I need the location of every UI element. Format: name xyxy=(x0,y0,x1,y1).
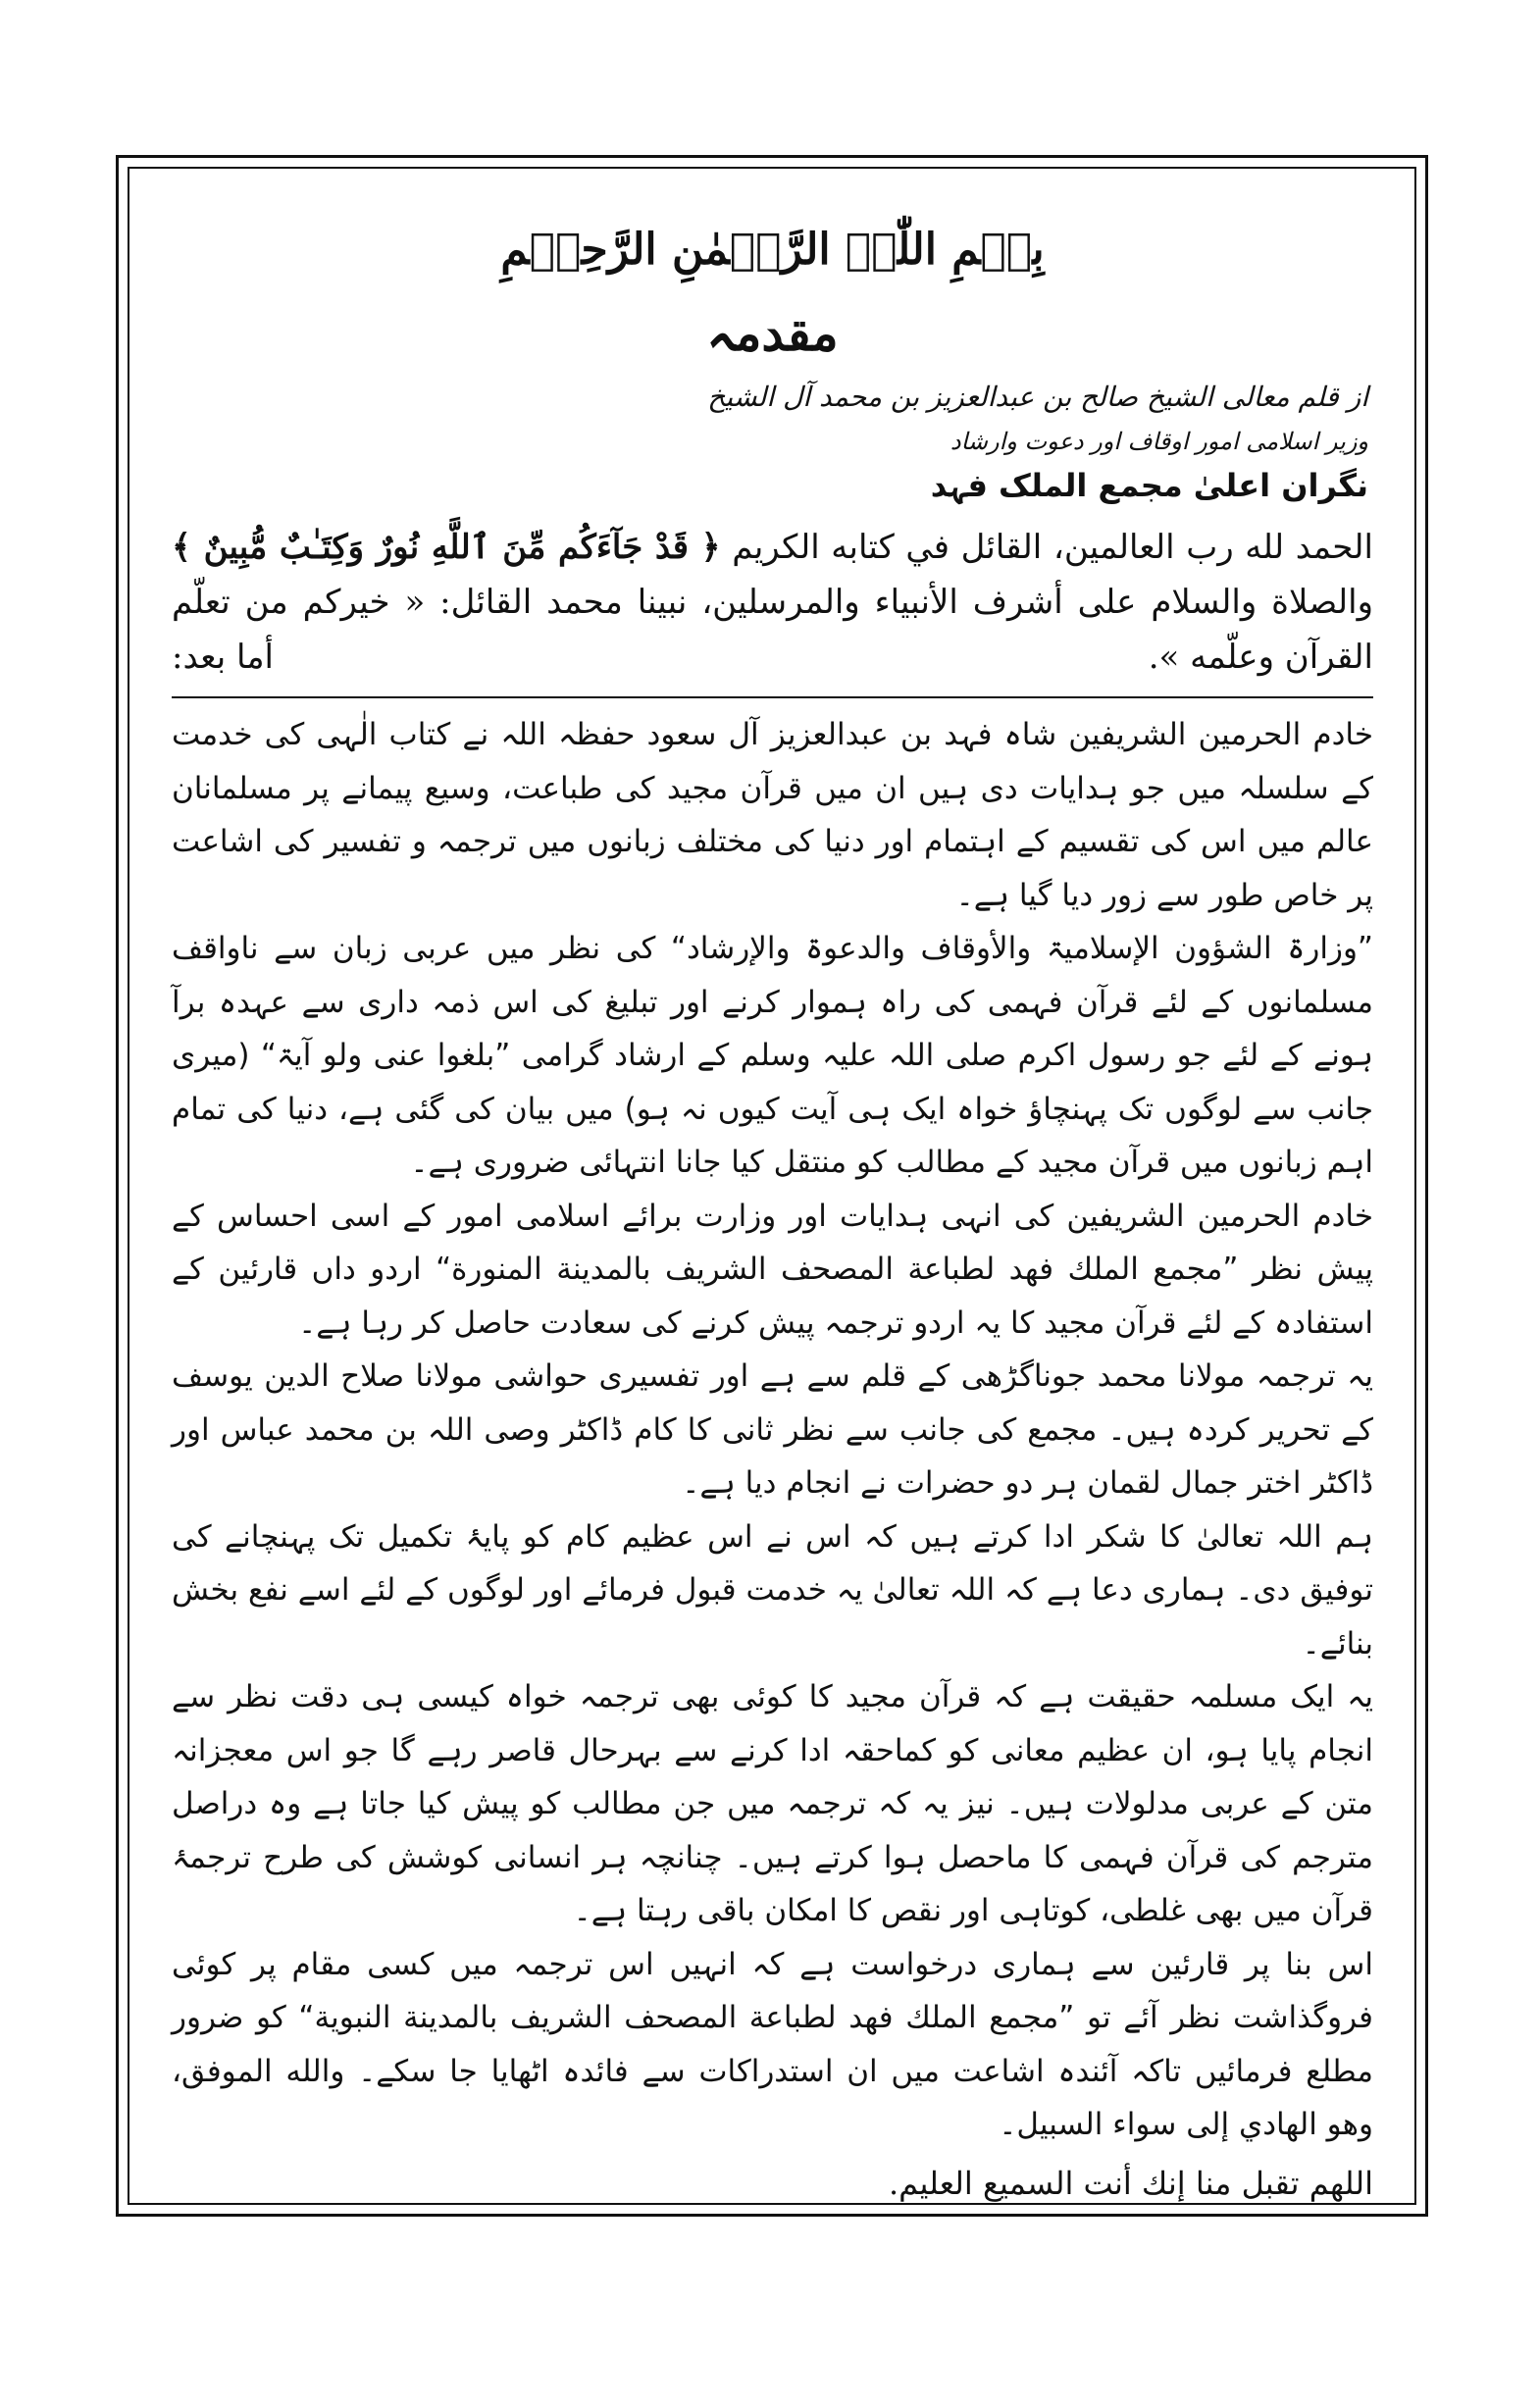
paragraph-1: خادم الحرمین الشریفین شاہ فہد بن عبدالعزیز آل سعود حفظہ اللہ نے کتاب الٰہی کی خدمت کے سلسلہ میں جو ہدایات دی ہیں ان میں قرآن مجید کی طباعت، وسیع پیمانے پر مسلمانان عالم میں اس کی تقسیم کے اہتمام اور دنیا کی مختلف زبانوں میں ترجمہ و تفسیر کی اشاعت پر خاص طور سے زور دیا گیا ہے۔ xyxy=(172,717,1373,913)
arabic-intro-part2: والصلاة والسلام على أشرف الأنبياء والمرسلين، نبينا محمد القائل: « خيركم من تعلّم القرآن وعلّمه ». xyxy=(172,583,1373,677)
section-divider xyxy=(172,696,1373,698)
quran-verse: ﴿ قَدْ جَآءَكُم مِّنَ ٱللَّهِ نُورٌ وَكِتَـٰبٌ مُّبِينٌ ﴾ xyxy=(172,528,721,567)
arabic-introduction xyxy=(172,520,1373,685)
author-role: نگران اعلیٰ مجمع الملک فہد xyxy=(930,467,1368,504)
paragraph-3: خادم الحرمین الشریفین کی انہی ہدایات اور وزارت برائے اسلامی امور کے اسی احساس کے پیش نظر ”مجمع الملك فهد لطباعة المصحف الشريف بالمدينة المنورة“ اردو داں قارئین کے استفادہ کے لئے قرآن مجید کا یہ اردو ترجمہ پیش کرنے کی سعادت حاصل کر رہا ہے۔ xyxy=(172,1198,1373,1341)
author-position: وزیر اسلامی امور اوقاف اور دعوت وارشاد xyxy=(950,428,1368,455)
arabic-intro-part1: الحمد لله رب العالمين، القائل في كتابه الكريم xyxy=(732,528,1373,567)
bismillah: بِسۡمِ اللّٰہِ الرَّحۡمٰنِ الرَّحِیۡمِ xyxy=(500,225,1045,275)
paragraph-7: اس بنا پر قارئین سے ہماری درخواست ہے کہ انہیں اس ترجمہ میں کسی مقام پر کوئی فروگذاشت نظر آئے تو ”مجمع الملك فهد لطباعة المصحف الشريف بالمدينة النبوية“ کو ضرور مطلع فرمائیں تاکہ آئندہ اشاعت میں ان استدراکات سے فائدہ اٹھایا جا سکے۔ والله الموفق، وهو الهادي إلى سواء السبيل۔ xyxy=(172,1946,1373,2142)
amma-baad: أما بعد: xyxy=(172,638,274,677)
closing-prayer: اللهم تقبل منا إنك أنت السميع العليم. xyxy=(889,2164,1373,2202)
page-content xyxy=(172,211,1373,2202)
page-title: مقدمہ xyxy=(706,304,839,362)
paragraph-4: یہ ترجمہ مولانا محمد جوناگڑھی کے قلم سے ہے اور تفسیری حواشی مولانا صلاح الدین یوسف کے تحریر کردہ ہیں۔ مجمع کی جانب سے نظر ثانی کا کام ڈاکٹر وصی اللہ بن محمد عباس اور ڈاکٹر اختر جمال لقمان ہر دو حضرات نے انجام دیا ہے۔ xyxy=(172,1358,1373,1501)
author-name: از قلم معالی الشیخ صالح بن عبدالعزیز بن محمد آل الشیخ xyxy=(707,381,1368,413)
paragraph-5: ہم اللہ تعالیٰ کا شکر ادا کرتے ہیں کہ اس نے اس عظیم کام کو پایۂ تکمیل تک پہنچانے کی توفیق دی۔ ہماری دعا ہے کہ اللہ تعالیٰ یہ خدمت قبول فرمائے اور لوگوں کے لئے اسے نفع بخش بنائے۔ xyxy=(172,1518,1373,1662)
paragraph-6: یہ ایک مسلمہ حقیقت ہے کہ قرآن مجید کا کوئی بھی ترجمہ خواہ کیسی ہی دقت نظر سے انجام پایا ہو، ان عظیم معانی کو کماحقہ ادا کرنے سے بہرحال قاصر رہے گا جو اس معجزانہ متن کے عربی مدلولات ہیں۔ نیز یہ کہ ترجمہ میں جن مطالب کو پیش کیا جاتا ہے وہ دراصل مترجم کی قرآن فہمی کا ماحصل ہوا کرتے ہیں۔ چنانچہ ہر انسانی کوشش کی طرح ترجمۂ قرآن میں بھی غلطی، کوتاہی اور نقص کا امکان باقی رہتا ہے۔ xyxy=(172,1679,1373,1928)
paragraph-2: ”وزارۃ الشؤون الإسلامیۃ والأوقاف والدعوۃ والإرشاد“ کی نظر میں عربی زبان سے ناواقف مسلمانوں کے لئے قرآن فہمی کی راہ ہموار کرنے اور تبلیغ کی اس ذمہ داری سے عہدہ برآ ہونے کے لئے جو رسول اکرم صلی اللہ علیہ وسلم کے ارشاد گرامی ”بلغوا عنی ولو آیۃ“ (میری جانب سے لوگوں تک پہنچاؤ خواہ ایک ہی آیت کیوں نہ ہو) میں بیان کی گئی ہے، دنیا کی تمام اہم زبانوں میں قرآن مجید کے مطالب کو منتقل کیا جانا انتہائی ضروری ہے۔ xyxy=(172,931,1373,1180)
